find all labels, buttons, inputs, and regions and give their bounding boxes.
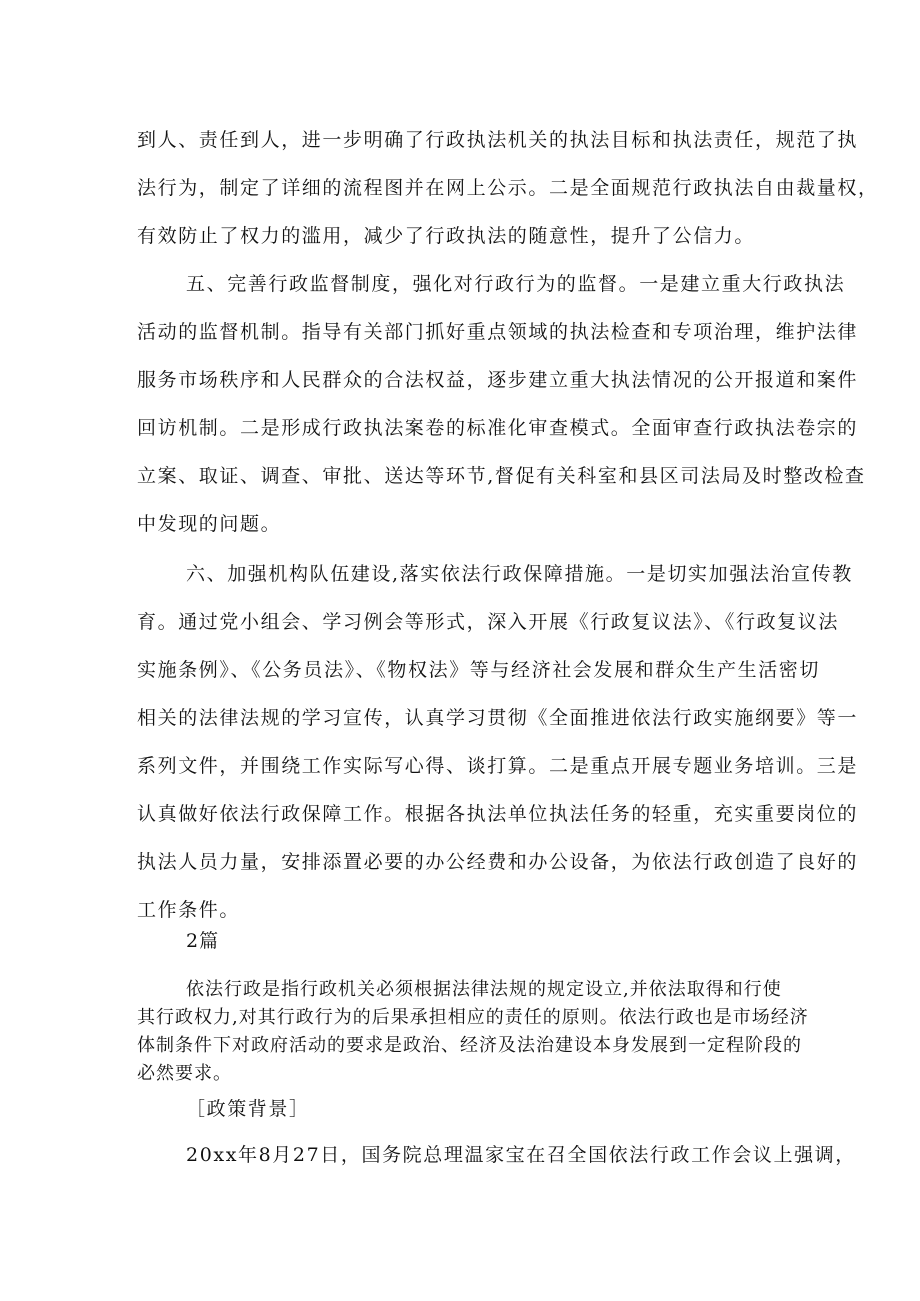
paragraph-line: 回访机制。二是形成行政执法案卷的标准化审查模式。全面审查行政执法卷宗的 — [137, 417, 859, 439]
section-heading: 2篇 — [186, 930, 220, 952]
paragraph-line: 工作条件。 — [137, 899, 241, 921]
paragraph-line: 系列文件，并围绕工作实际写心得、谈打算。二是重点开展专题业务培训。三是 — [137, 755, 859, 777]
paragraph-line: 必然要求。 — [137, 1063, 232, 1084]
paragraph-line: 育。通过党小组会、学习例会等形式，深入开展《行政复议法》、《行政复议法 — [137, 611, 840, 633]
paragraph-line: 实施条例》、《公务员法》、《物权法》等与经济社会发展和群众生产生活密切 — [137, 659, 821, 681]
paragraph-line: 相关的法律法规的学习宣传，认真学习贯彻《全面推进依法行政实施纲要》等一 — [137, 707, 859, 729]
paragraph-line: 五、完善行政监督制度，强化对行政行为的监督。一是建立重大行政执法 — [186, 273, 846, 295]
paragraph-line: 20xx年8月27日，国务院总理温家宝在召全国依法行政工作会议上强调， — [186, 1144, 856, 1166]
paragraph-line: 有效防止了权力的滥用，减少了行政执法的随意性，提升了公信力。 — [137, 225, 756, 247]
paragraph-line: 认真做好依法行政保障工作。根据各执法单位执法任务的轻重，充实重要岗位的 — [137, 803, 859, 825]
paragraph-line: 其行政权力,对其行政行为的后果承担相应的责任的原则。依法行政也是市场经济 — [137, 1007, 809, 1028]
paragraph-line: 六、加强机构队伍建设,落实依法行政保障措施。一是切实加强法治宣传教 — [186, 563, 853, 585]
paragraph-line: 服务市场秩序和人民群众的合法权益，逐步建立重大执法情况的公开报道和案件 — [137, 369, 859, 391]
paragraph-line: 到人、责任到人，进一步明确了行政执法机关的执法目标和执法责任，规范了执 — [137, 129, 859, 151]
paragraph-line: 依法行政是指行政机关必须根据法律法规的规定设立,并依法取得和行使 — [186, 979, 782, 1000]
paragraph-line: 体制条件下对政府活动的要求是政治、经济及法治建设本身发展到一定程阶段的 — [137, 1035, 802, 1056]
paragraph-line: 法行为，制定了详细的流程图并在网上公示。二是全面规范行政执法自由裁量权， — [137, 177, 879, 199]
section-label: ［政策背景］ — [186, 1098, 310, 1120]
paragraph-line: 执法人员力量，安排添置必要的办公经费和办公设备，为依法行政创造了良好的 — [137, 851, 859, 873]
paragraph-line: 中发现的问题。 — [137, 513, 282, 535]
paragraph-line: 活动的监督机制。指导有关部门抓好重点领域的执法检查和专项治理，维护法律 — [137, 321, 859, 343]
paragraph-line: 立案、取证、调查、审批、送达等环节,督促有关科室和县区司法局及时整改检查 — [137, 465, 866, 487]
